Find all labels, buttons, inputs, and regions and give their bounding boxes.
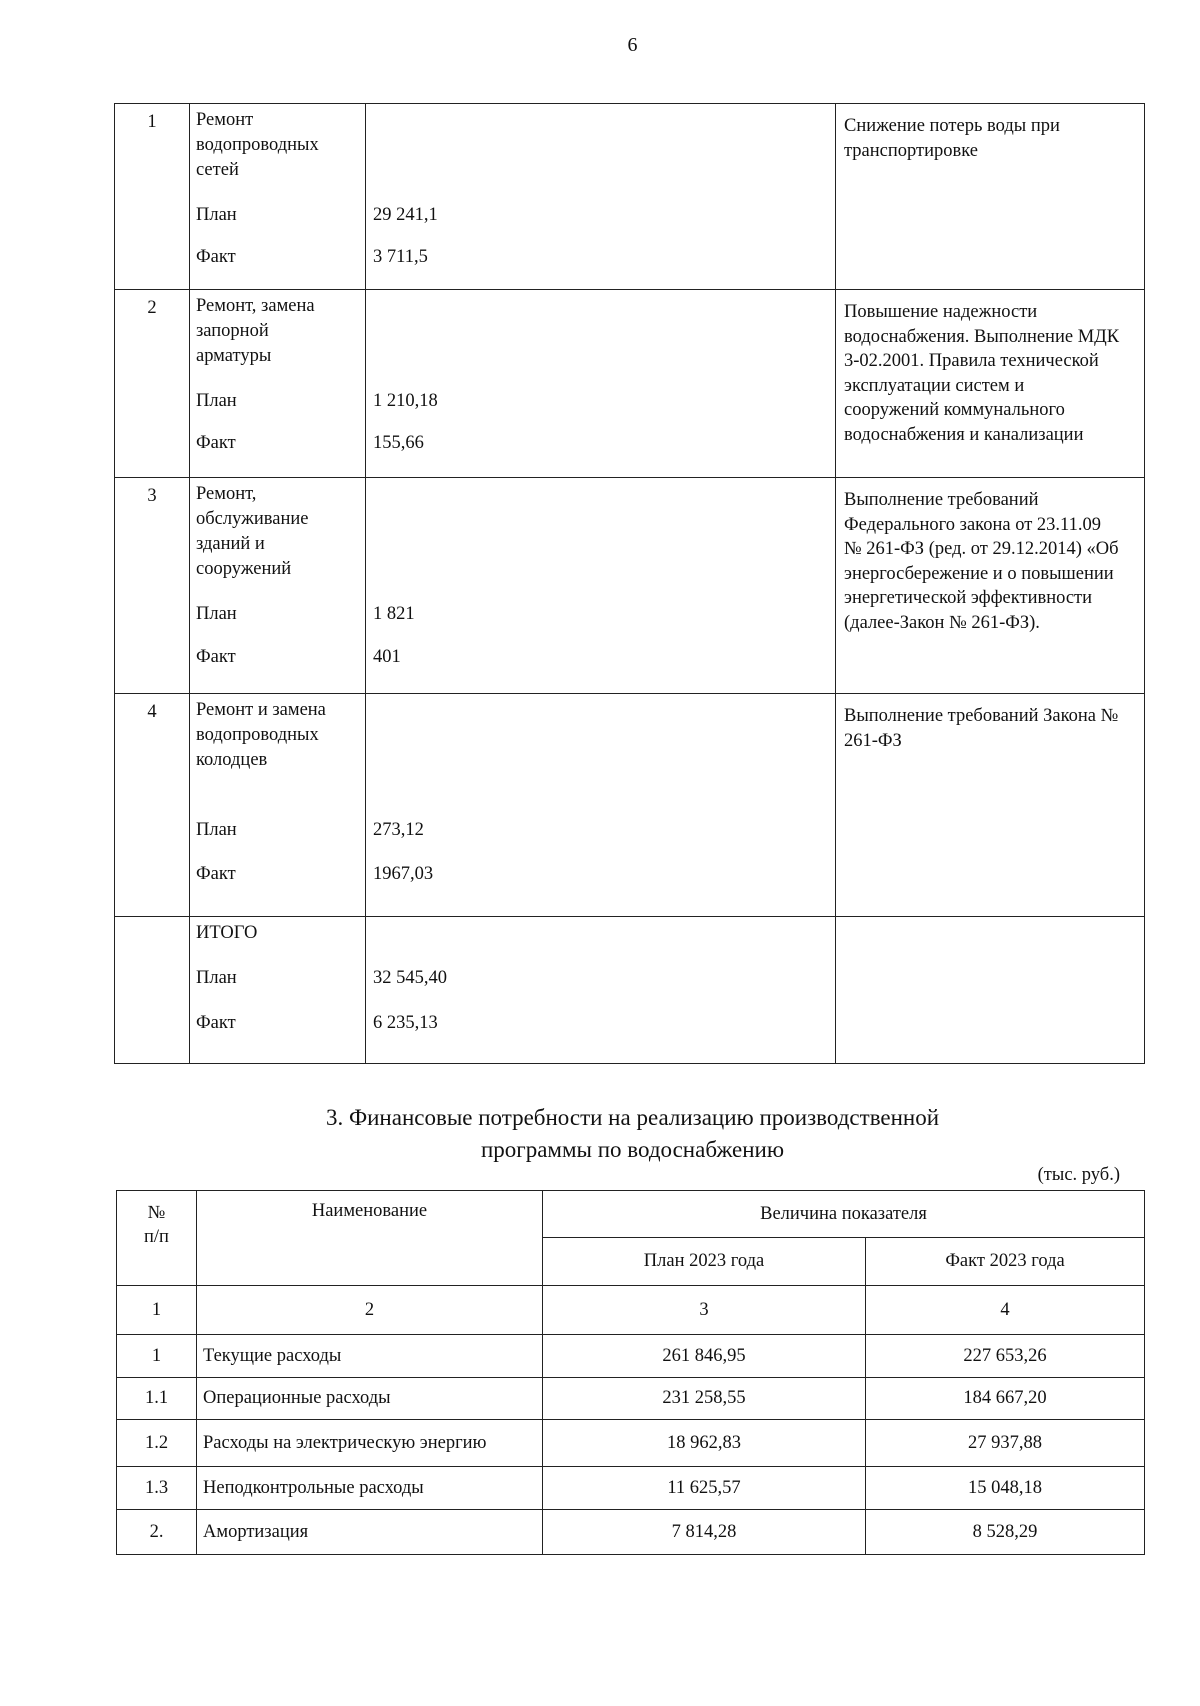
row-name-line: обслуживание xyxy=(196,509,309,529)
plan-value: 273,12 xyxy=(373,820,424,840)
header-value-group: Величина показателя xyxy=(543,1191,1145,1238)
units-label: (тыс. руб.) xyxy=(1037,1165,1120,1185)
table-row xyxy=(117,1335,1145,1378)
row-num: 1.3 xyxy=(117,1467,197,1510)
description-line: транспортировке xyxy=(844,140,978,161)
fact-label: Факт xyxy=(196,1013,236,1033)
section-3-title xyxy=(0,1102,1200,1166)
table-row xyxy=(117,1467,1145,1510)
row-number xyxy=(115,917,190,1064)
description-line: водоснабжения. Выполнение МДК xyxy=(844,326,1120,347)
row-number: 3 xyxy=(115,478,190,694)
fact-value: 27 937,88 xyxy=(866,1420,1145,1467)
fact-label: Факт xyxy=(196,864,236,884)
plan-value: 11 625,57 xyxy=(543,1467,866,1510)
row-name-line: ИТОГО xyxy=(196,923,258,943)
row-number: 1 xyxy=(115,104,190,290)
header-plan: План 2023 года xyxy=(543,1238,866,1286)
fact-value: 155,66 xyxy=(373,433,424,453)
row-name-line: Ремонт, замена xyxy=(196,296,315,316)
fact-value: 8 528,29 xyxy=(866,1510,1145,1555)
row-values-cell xyxy=(366,917,836,1064)
row-name-line: водопроводных xyxy=(196,135,319,155)
table-row xyxy=(117,1378,1145,1420)
plan-value: 32 545,40 xyxy=(373,968,447,988)
fact-value: 15 048,18 xyxy=(866,1467,1145,1510)
row-num: 1.1 xyxy=(117,1378,197,1420)
row-name-line: колодцев xyxy=(196,750,268,770)
index-cell: 2 xyxy=(197,1286,543,1335)
plan-label: План xyxy=(196,391,237,411)
financial-needs-table xyxy=(116,1190,1145,1555)
row-description xyxy=(836,694,1145,917)
fact-value: 1967,03 xyxy=(373,864,434,884)
table-row xyxy=(117,1510,1145,1555)
plan-value: 7 814,28 xyxy=(543,1510,866,1555)
row-description xyxy=(836,478,1145,694)
plan-value: 29 241,1 xyxy=(373,205,438,225)
description-line: 261-ФЗ xyxy=(844,730,902,751)
index-cell: 3 xyxy=(543,1286,866,1335)
fact-value: 401 xyxy=(373,647,401,667)
row-name-line: Ремонт xyxy=(196,110,254,130)
plan-value: 1 821 xyxy=(373,604,415,624)
table-row xyxy=(115,694,1145,917)
header-num-line1: № xyxy=(147,1203,166,1223)
fact-value: 6 235,13 xyxy=(373,1013,438,1033)
row-name: Амортизация xyxy=(197,1510,543,1555)
fact-label: Факт xyxy=(196,247,236,267)
row-values-cell xyxy=(366,694,836,917)
plan-value: 231 258,55 xyxy=(543,1378,866,1420)
row-name-line: сетей xyxy=(196,160,239,180)
header-num-line2: п/п xyxy=(144,1227,169,1247)
row-name: Расходы на электрическую энергию xyxy=(197,1420,543,1467)
plan-label: План xyxy=(196,205,237,225)
description-line: Снижение потерь воды при xyxy=(844,116,1060,136)
description-line: Выполнение требований xyxy=(844,490,1039,510)
description-line: сооружений коммунального xyxy=(844,400,1065,420)
plan-label: План xyxy=(196,968,237,988)
fact-label: Факт xyxy=(196,647,236,667)
row-name: Текущие расходы xyxy=(197,1335,543,1378)
section-3-title-line2: программы по водоснабжению xyxy=(480,1137,785,1162)
fact-label: Факт xyxy=(196,433,236,453)
plan-label: План xyxy=(196,604,237,624)
table-row xyxy=(115,917,1145,1064)
row-name-cell xyxy=(190,694,366,917)
description-line: Федерального закона от 23.11.09 xyxy=(844,514,1101,535)
row-number: 2 xyxy=(115,290,190,478)
fact-value: 184 667,20 xyxy=(866,1378,1145,1420)
row-name-line: запорной xyxy=(196,321,269,341)
row-num: 1 xyxy=(117,1335,197,1378)
header-fact: Факт 2023 года xyxy=(866,1238,1145,1286)
index-cell: 4 xyxy=(866,1286,1145,1335)
repair-program-table xyxy=(114,103,1145,1064)
row-name-line: Ремонт и замена xyxy=(196,700,326,720)
row-values-cell xyxy=(366,290,836,478)
description-line: водоснабжения и канализации xyxy=(844,424,1084,445)
row-number: 4 xyxy=(115,694,190,917)
row-name-line: арматуры xyxy=(196,346,272,366)
description-line: энергосбережение и о повышении xyxy=(844,563,1114,584)
row-num: 2. xyxy=(117,1510,197,1555)
row-description xyxy=(836,290,1145,478)
plan-value: 18 962,83 xyxy=(543,1420,866,1467)
row-name-cell xyxy=(190,917,366,1064)
row-name-cell xyxy=(190,104,366,290)
table-row xyxy=(115,478,1145,694)
index-cell: 1 xyxy=(117,1286,197,1335)
description-line: 3-02.2001. Правила технической xyxy=(844,351,1099,371)
description-line: Выполнение требований Закона № xyxy=(844,706,1119,726)
row-name: Операционные расходы xyxy=(197,1378,543,1420)
row-name-line: водопроводных xyxy=(196,725,319,745)
plan-label: План xyxy=(196,820,237,840)
table-row xyxy=(115,104,1145,290)
fact-value: 3 711,5 xyxy=(373,247,428,267)
row-description xyxy=(836,917,1145,1064)
row-values-cell xyxy=(366,104,836,290)
row-name: Неподконтрольные расходы xyxy=(197,1467,543,1510)
plan-value: 1 210,18 xyxy=(373,391,438,411)
table-row xyxy=(115,290,1145,478)
description-line: (далее-Закон № 261-ФЗ). xyxy=(844,612,1040,633)
description-line: эксплуатации систем и xyxy=(844,375,1025,396)
page-number: 6 xyxy=(627,34,638,56)
row-name-cell xyxy=(190,290,366,478)
section-3-title-line1: 3. Финансовые потребности на реализацию производственной xyxy=(325,1105,940,1130)
row-num: 1.2 xyxy=(117,1420,197,1467)
row-name-cell xyxy=(190,478,366,694)
plan-value: 261 846,95 xyxy=(543,1335,866,1378)
row-name-line: сооружений xyxy=(196,559,292,579)
description-line: Повышение надежности xyxy=(844,302,1038,322)
fact-value: 227 653,26 xyxy=(866,1335,1145,1378)
description-line: № 261-ФЗ (ред. от 29.12.2014) «Об xyxy=(844,539,1119,559)
table-row xyxy=(117,1420,1145,1467)
header-name: Наименование xyxy=(197,1191,543,1286)
header-num xyxy=(117,1191,197,1286)
row-name-line: Ремонт, xyxy=(196,484,257,504)
row-name-line: зданий и xyxy=(196,534,265,554)
row-values-cell xyxy=(366,478,836,694)
row-description xyxy=(836,104,1145,290)
description-line: энергетической эффективности xyxy=(844,588,1093,608)
